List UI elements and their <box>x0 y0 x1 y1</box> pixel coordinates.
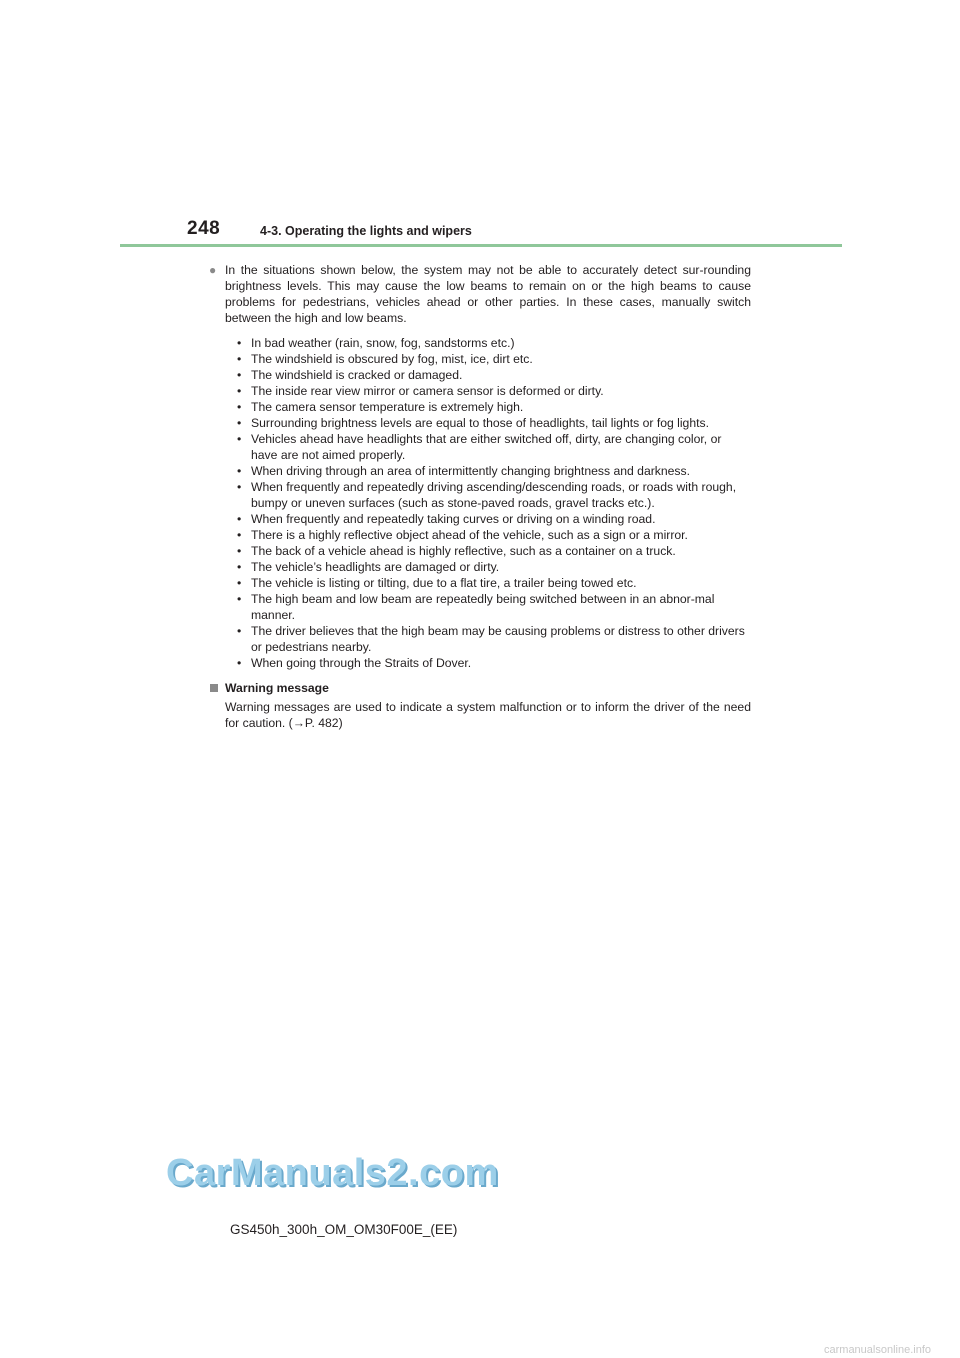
list-item: • The windshield is obscured by fog, mist, ice, dirt etc. <box>233 351 751 367</box>
watermark-logo: CarManuals2.com <box>166 1152 499 1194</box>
page-number: 248 <box>187 218 221 239</box>
list-item: • When driving through an area of intermittently changing brightness and darkness. <box>233 463 751 479</box>
list-item: • When frequently and repeatedly driving ascending/descending roads, or roads with rough, bumpy or uneven surfaces (such as stone-paved roads, gravel tracks etc.). <box>233 479 751 511</box>
warning-text: Warning messages are used to indicate a system malfunction or to inform the driver of the need for caution. (→P. 482) <box>225 700 751 730</box>
list-item: • When frequently and repeatedly taking curves or driving on a winding road. <box>233 511 751 527</box>
list-item: • The inside rear view mirror or camera sensor is deformed or dirty. <box>233 383 751 399</box>
header-divider <box>120 244 842 247</box>
conditions-list <box>209 335 751 671</box>
list-item: • The back of a vehicle ahead is highly reflective, such as a container on a truck. <box>233 543 751 559</box>
manual-code: GS450h_300h_OM_OM30F00E_(EE) <box>230 1222 458 1237</box>
warning-heading <box>209 680 751 696</box>
page-content <box>209 262 751 731</box>
list-item: • Surrounding brightness levels are equal to those of headlights, tail lights or fog lights. <box>233 415 751 431</box>
list-item: • The windshield is cracked or damaged. <box>233 367 751 383</box>
list-item: • Vehicles ahead have headlights that are either switched off, dirty, are changing color, or have are not aimed properly. <box>233 431 751 463</box>
list-item: • The camera sensor temperature is extremely high. <box>233 399 751 415</box>
list-item: • The vehicle’s headlights are damaged or dirty. <box>233 559 751 575</box>
list-item: • The high beam and low beam are repeatedly being switched between in an abnor-mal manner. <box>233 591 751 623</box>
list-item: • In bad weather (rain, snow, fog, sandstorms etc.) <box>233 335 751 351</box>
site-watermark: carmanualsonline.info <box>824 1344 932 1356</box>
intro-text: In the situations shown below, the system may not be able to accurately detect sur-rounding brightness levels. This may cause the low beams to remain on or the high beams to cause problems for pedestrians, vehicles ahead or other parties. In these cases, manually switch between the high and low beams. <box>225 263 751 325</box>
warning-heading-text: Warning message <box>225 681 329 695</box>
list-item: • The vehicle is listing or tilting, due to a flat tire, a trailer being towed etc. <box>233 575 751 591</box>
circle-bullet-icon: ● <box>209 263 217 277</box>
list-item: • When going through the Straits of Dover. <box>233 655 751 671</box>
square-bullet-icon <box>210 684 218 692</box>
section-title: 4-3. Operating the lights and wipers <box>260 224 472 238</box>
list-item: • There is a highly reflective object ahead of the vehicle, such as a sign or a mirror. <box>233 527 751 543</box>
list-item: • The driver believes that the high beam may be causing problems or distress to other drivers or pedestrians nearby. <box>233 623 751 655</box>
intro-paragraph <box>209 262 751 326</box>
